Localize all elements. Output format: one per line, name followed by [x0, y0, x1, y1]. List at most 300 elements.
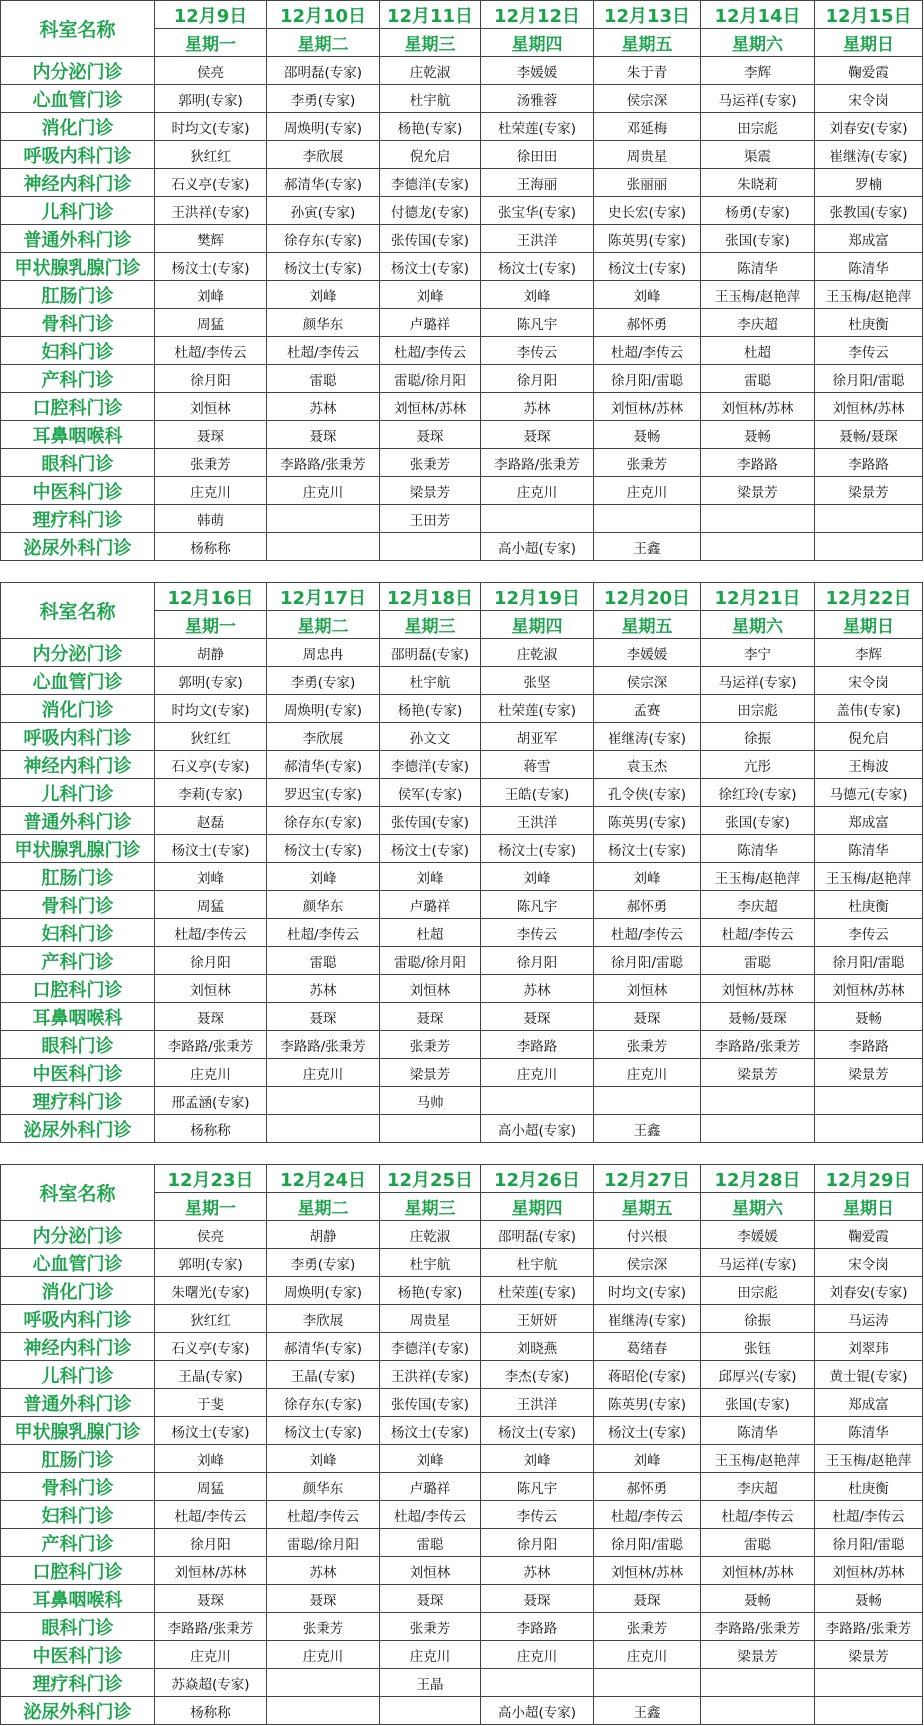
department-name: 泌尿外科门诊	[1, 1115, 155, 1143]
doctor-cell: 刘翠玮	[815, 1333, 923, 1361]
doctor-cell: 雷聪	[380, 1529, 481, 1557]
table-row	[1, 337, 923, 365]
doctor-cell: 刘恒林/苏林	[380, 393, 481, 421]
department-name: 耳鼻咽喉科	[1, 421, 155, 449]
doctor-cell	[481, 1669, 594, 1697]
doctor-cell: 李路路/张秉芳	[701, 1031, 815, 1059]
doctor-cell: 雷聪/徐月阳	[380, 365, 481, 393]
table-row	[1, 57, 923, 85]
doctor-cell	[594, 505, 701, 533]
weekday-header: 星期二	[267, 1193, 380, 1221]
doctor-cell: 徐月阳/雷聪	[815, 365, 923, 393]
doctor-cell: 杜荣莲(专家)	[481, 1277, 594, 1305]
doctor-cell: 杜超/李传云	[701, 919, 815, 947]
weekday-header: 星期六	[701, 1193, 815, 1221]
doctor-cell: 杜庚衡	[815, 891, 923, 919]
table-row	[1, 1669, 923, 1697]
table-row	[1, 421, 923, 449]
department-name: 甲状腺乳腺门诊	[1, 835, 155, 863]
doctor-cell: 邱厚兴(专家)	[701, 1361, 815, 1389]
doctor-cell	[701, 505, 815, 533]
weekday-header: 星期一	[155, 1193, 267, 1221]
doctor-cell: 付兴根	[594, 1221, 701, 1249]
doctor-cell: 梁景芳	[815, 1641, 923, 1669]
doctor-cell: 庄乾淑	[380, 1221, 481, 1249]
doctor-cell: 张国(专家)	[701, 225, 815, 253]
doctor-cell: 周猛	[155, 891, 267, 919]
doctor-cell: 徐振	[701, 723, 815, 751]
weekday-header: 星期二	[267, 611, 380, 639]
doctor-cell: 李媛媛	[594, 639, 701, 667]
doctor-cell: 崔继涛(专家)	[594, 1305, 701, 1333]
doctor-cell: 周忠冉	[267, 639, 380, 667]
doctor-cell: 陈英男(专家)	[594, 807, 701, 835]
doctor-cell: 梁景芳	[380, 477, 481, 505]
table-row	[1, 85, 923, 113]
date-header: 12月26日	[481, 1165, 594, 1193]
doctor-cell: 李路路	[815, 1031, 923, 1059]
doctor-cell: 刘恒林	[594, 975, 701, 1003]
doctor-cell: 杜超/李传云	[594, 1501, 701, 1529]
weekday-header: 星期四	[481, 1193, 594, 1221]
doctor-cell: 刘峰	[481, 281, 594, 309]
doctor-cell: 葛绪春	[594, 1333, 701, 1361]
doctor-cell: 田宗彪	[701, 1277, 815, 1305]
doctor-cell: 刘峰	[267, 281, 380, 309]
doctor-cell: 王洪洋	[481, 225, 594, 253]
department-name: 呼吸内科门诊	[1, 723, 155, 751]
doctor-cell: 孔令侠(专家)	[594, 779, 701, 807]
doctor-cell: 李勇(专家)	[267, 85, 380, 113]
date-header: 12月13日	[594, 1, 701, 29]
doctor-cell	[815, 533, 923, 561]
doctor-cell: 徐月阳/雷聪	[594, 1529, 701, 1557]
weekday-header: 星期六	[701, 611, 815, 639]
doctor-cell	[815, 1115, 923, 1143]
doctor-cell: 聂畅	[701, 1585, 815, 1613]
date-header: 12月18日	[380, 583, 481, 611]
doctor-cell: 郑成富	[815, 807, 923, 835]
doctor-cell: 刘恒林/苏林	[701, 975, 815, 1003]
doctor-cell: 张秉芳	[380, 1613, 481, 1641]
doctor-cell: 李路路/张秉芳	[267, 449, 380, 477]
doctor-cell: 聂畅	[815, 1003, 923, 1031]
doctor-cell: 庄克川	[267, 1059, 380, 1087]
department-column-header: 科室名称	[1, 583, 155, 639]
doctor-cell: 聂畅/聂琛	[815, 421, 923, 449]
doctor-cell: 王海丽	[481, 169, 594, 197]
doctor-cell: 聂琛	[380, 1003, 481, 1031]
table-row	[1, 1333, 923, 1361]
doctor-cell: 李庆超	[701, 1473, 815, 1501]
doctor-cell: 李欣展	[267, 723, 380, 751]
doctor-cell: 于斐	[155, 1389, 267, 1417]
doctor-cell: 石义亭(专家)	[155, 169, 267, 197]
doctor-cell: 石义亭(专家)	[155, 751, 267, 779]
doctor-cell: 侯军(专家)	[380, 779, 481, 807]
doctor-cell: 郝怀勇	[594, 891, 701, 919]
doctor-cell: 郑成富	[815, 225, 923, 253]
doctor-cell: 孟赛	[594, 695, 701, 723]
doctor-cell: 郑成富	[815, 1389, 923, 1417]
doctor-cell: 李宁	[701, 639, 815, 667]
doctor-cell: 李路路/张秉芳	[155, 1031, 267, 1059]
doctor-cell: 胡静	[267, 1221, 380, 1249]
doctor-cell: 王晶(专家)	[155, 1361, 267, 1389]
table-row	[1, 533, 923, 561]
department-name: 骨科门诊	[1, 891, 155, 919]
doctor-cell: 杜庚衡	[815, 309, 923, 337]
doctor-cell: 马德元(专家)	[815, 779, 923, 807]
schedule-table-week-3	[0, 1164, 923, 1725]
doctor-cell: 黄士锟(专家)	[815, 1361, 923, 1389]
doctor-cell	[481, 1087, 594, 1115]
doctor-cell: 徐月阳/雷聪	[815, 1529, 923, 1557]
table-row	[1, 281, 923, 309]
doctor-cell: 陈英男(专家)	[594, 225, 701, 253]
doctor-cell: 高小超(专家)	[481, 1697, 594, 1725]
doctor-cell: 杨汶士(专家)	[481, 253, 594, 281]
doctor-cell: 刘恒林	[380, 975, 481, 1003]
doctor-cell: 张秉芳	[380, 1031, 481, 1059]
doctor-cell: 亢彤	[701, 751, 815, 779]
doctor-cell: 杨汶士(专家)	[155, 253, 267, 281]
doctor-cell: 李传云	[481, 919, 594, 947]
department-name: 眼科门诊	[1, 1031, 155, 1059]
department-name: 肛肠门诊	[1, 281, 155, 309]
doctor-cell: 邢孟涵(专家)	[155, 1087, 267, 1115]
department-name: 口腔科门诊	[1, 393, 155, 421]
date-header: 12月24日	[267, 1165, 380, 1193]
doctor-cell: 徐月阳	[155, 365, 267, 393]
doctor-cell: 庄克川	[380, 1641, 481, 1669]
doctor-cell: 张秉芳	[594, 1613, 701, 1641]
doctor-cell: 梁景芳	[701, 1059, 815, 1087]
doctor-cell: 李欣展	[267, 1305, 380, 1333]
doctor-cell: 王鑫	[594, 1697, 701, 1725]
table-row	[1, 1473, 923, 1501]
doctor-cell: 王玉梅/赵艳萍	[815, 863, 923, 891]
doctor-cell: 李传云	[815, 919, 923, 947]
doctor-cell: 庄克川	[594, 1059, 701, 1087]
doctor-cell: 马帅	[380, 1087, 481, 1115]
doctor-cell	[267, 1115, 380, 1143]
table-row	[1, 835, 923, 863]
department-name: 眼科门诊	[1, 449, 155, 477]
doctor-cell: 鞠爱霞	[815, 57, 923, 85]
table-row	[1, 1087, 923, 1115]
doctor-cell: 杨汶士(专家)	[380, 835, 481, 863]
doctor-cell	[701, 1697, 815, 1725]
doctor-cell: 李德洋(专家)	[380, 751, 481, 779]
department-name: 神经内科门诊	[1, 751, 155, 779]
table-row	[1, 695, 923, 723]
department-name: 儿科门诊	[1, 197, 155, 225]
doctor-cell: 杜超/李传云	[594, 337, 701, 365]
doctor-cell: 邵明磊(专家)	[267, 57, 380, 85]
doctor-cell: 聂畅	[594, 421, 701, 449]
doctor-cell	[267, 533, 380, 561]
doctor-cell: 王玉梅/赵艳萍	[815, 281, 923, 309]
doctor-cell: 杜超/李传云	[594, 919, 701, 947]
doctor-cell: 李辉	[815, 639, 923, 667]
doctor-cell: 聂琛	[155, 421, 267, 449]
doctor-cell: 雷聪	[701, 947, 815, 975]
doctor-cell: 杨汶士(专家)	[380, 1417, 481, 1445]
doctor-cell: 刘峰	[380, 1445, 481, 1473]
department-name: 心血管门诊	[1, 85, 155, 113]
doctor-cell: 倪允启	[815, 723, 923, 751]
doctor-cell: 杜超/李传云	[380, 1501, 481, 1529]
doctor-cell: 李莉(专家)	[155, 779, 267, 807]
department-name: 理疗科门诊	[1, 1669, 155, 1697]
doctor-cell: 张传国(专家)	[380, 807, 481, 835]
doctor-cell: 韩萌	[155, 505, 267, 533]
table-row	[1, 225, 923, 253]
doctor-cell: 刘峰	[380, 863, 481, 891]
doctor-cell: 陈清华	[701, 835, 815, 863]
date-header-row	[1, 1165, 923, 1193]
doctor-cell	[267, 505, 380, 533]
doctor-cell: 刘春安(专家)	[815, 113, 923, 141]
doctor-cell: 樊辉	[155, 225, 267, 253]
table-row	[1, 947, 923, 975]
doctor-cell: 高小超(专家)	[481, 533, 594, 561]
department-name: 神经内科门诊	[1, 1333, 155, 1361]
doctor-cell: 李路路	[815, 449, 923, 477]
doctor-cell: 刘峰	[594, 1445, 701, 1473]
doctor-cell: 张秉芳	[594, 449, 701, 477]
weekday-header: 星期五	[594, 1193, 701, 1221]
doctor-cell: 张国(专家)	[701, 807, 815, 835]
doctor-cell: 聂琛	[267, 1003, 380, 1031]
doctor-cell: 刘恒林/苏林	[701, 393, 815, 421]
doctor-cell: 王晶	[380, 1669, 481, 1697]
doctor-cell: 聂琛	[155, 1003, 267, 1031]
doctor-cell: 杨艳(专家)	[380, 113, 481, 141]
doctor-cell: 郭明(专家)	[155, 667, 267, 695]
doctor-cell: 杨艳(专家)	[380, 1277, 481, 1305]
weekday-header: 星期三	[380, 611, 481, 639]
doctor-cell: 张秉芳	[380, 449, 481, 477]
department-name: 呼吸内科门诊	[1, 1305, 155, 1333]
department-name: 中医科门诊	[1, 1059, 155, 1087]
doctor-cell: 徐存东(专家)	[267, 807, 380, 835]
doctor-cell	[267, 1669, 380, 1697]
doctor-cell	[481, 505, 594, 533]
doctor-cell: 杜宇航	[481, 1249, 594, 1277]
doctor-cell: 聂琛	[380, 1585, 481, 1613]
doctor-cell: 李庆超	[701, 309, 815, 337]
doctor-cell: 李路路	[481, 1031, 594, 1059]
table-row	[1, 1501, 923, 1529]
doctor-cell: 徐月阳/雷聪	[594, 947, 701, 975]
department-name: 心血管门诊	[1, 1249, 155, 1277]
doctor-cell: 赵磊	[155, 807, 267, 835]
weekday-header: 星期一	[155, 29, 267, 57]
doctor-cell: 马运祥(专家)	[701, 1249, 815, 1277]
date-header: 12月25日	[380, 1165, 481, 1193]
doctor-cell: 徐月阳	[481, 947, 594, 975]
department-name: 消化门诊	[1, 1277, 155, 1305]
doctor-cell: 张坚	[481, 667, 594, 695]
table-row	[1, 1003, 923, 1031]
doctor-cell: 张国(专家)	[701, 1389, 815, 1417]
doctor-cell: 刘恒林/苏林	[701, 1557, 815, 1585]
doctor-cell: 郭明(专家)	[155, 85, 267, 113]
doctor-cell: 李德洋(专家)	[380, 169, 481, 197]
doctor-cell: 侯宗深	[594, 85, 701, 113]
table-row	[1, 1305, 923, 1333]
doctor-cell: 李庆超	[701, 891, 815, 919]
doctor-cell: 刘峰	[155, 281, 267, 309]
table-row	[1, 1641, 923, 1669]
date-header: 12月27日	[594, 1165, 701, 1193]
doctor-cell: 杜超/李传云	[815, 1501, 923, 1529]
date-header: 12月10日	[267, 1, 380, 29]
department-name: 眼科门诊	[1, 1613, 155, 1641]
doctor-cell: 李传云	[815, 337, 923, 365]
doctor-cell: 郝怀勇	[594, 1473, 701, 1501]
table-row	[1, 1585, 923, 1613]
date-header: 12月14日	[701, 1, 815, 29]
doctor-cell: 张传国(专家)	[380, 1389, 481, 1417]
doctor-cell: 陈凡宇	[481, 1473, 594, 1501]
doctor-cell: 颜华东	[267, 309, 380, 337]
department-name: 消化门诊	[1, 113, 155, 141]
table-row	[1, 1557, 923, 1585]
doctor-cell: 梁景芳	[815, 477, 923, 505]
doctor-cell: 杨汶士(专家)	[155, 835, 267, 863]
department-name: 耳鼻咽喉科	[1, 1003, 155, 1031]
doctor-cell: 郝清华(专家)	[267, 1333, 380, 1361]
department-name: 消化门诊	[1, 695, 155, 723]
department-name: 产科门诊	[1, 947, 155, 975]
doctor-cell: 杨汶士(专家)	[594, 253, 701, 281]
department-name: 儿科门诊	[1, 1361, 155, 1389]
doctor-cell: 时均文(专家)	[155, 695, 267, 723]
table-row	[1, 1697, 923, 1725]
doctor-cell: 杨汶士(专家)	[267, 253, 380, 281]
doctor-cell: 聂琛	[155, 1585, 267, 1613]
doctor-cell: 杜庚衡	[815, 1473, 923, 1501]
doctor-cell: 周猛	[155, 309, 267, 337]
table-row	[1, 253, 923, 281]
doctor-cell: 杜超	[701, 337, 815, 365]
department-name: 妇科门诊	[1, 919, 155, 947]
table-row	[1, 197, 923, 225]
doctor-cell: 杜超/李传云	[155, 1501, 267, 1529]
date-header: 12月19日	[481, 583, 594, 611]
doctor-cell: 王洪洋	[481, 1389, 594, 1417]
doctor-cell: 田宗彪	[701, 113, 815, 141]
doctor-cell: 杨汶士(专家)	[155, 1417, 267, 1445]
date-header: 12月12日	[481, 1, 594, 29]
doctor-cell	[267, 1087, 380, 1115]
doctor-cell: 周贵星	[380, 1305, 481, 1333]
department-name: 儿科门诊	[1, 779, 155, 807]
doctor-cell: 崔继涛(专家)	[815, 141, 923, 169]
doctor-cell: 刘恒林/苏林	[594, 393, 701, 421]
doctor-cell: 杜荣莲(专家)	[481, 113, 594, 141]
doctor-cell: 杜宇航	[380, 667, 481, 695]
doctor-cell: 郭明(专家)	[155, 1249, 267, 1277]
doctor-cell: 杨汶士(专家)	[481, 835, 594, 863]
doctor-cell: 田宗彪	[701, 695, 815, 723]
doctor-cell: 刘峰	[155, 1445, 267, 1473]
doctor-cell: 时均文(专家)	[594, 1277, 701, 1305]
doctor-cell: 聂琛	[267, 421, 380, 449]
doctor-cell: 刘峰	[481, 863, 594, 891]
doctor-cell: 杨称称	[155, 1115, 267, 1143]
doctor-cell: 刘峰	[594, 863, 701, 891]
doctor-cell: 马运涛	[815, 1305, 923, 1333]
date-header: 12月9日	[155, 1, 267, 29]
table-row	[1, 1059, 923, 1087]
doctor-cell: 苏林	[267, 393, 380, 421]
weekday-header: 星期三	[380, 1193, 481, 1221]
doctor-cell: 李路路/张秉芳	[267, 1031, 380, 1059]
doctor-cell: 杨汶士(专家)	[481, 1417, 594, 1445]
doctor-cell: 高小超(专家)	[481, 1115, 594, 1143]
table-row	[1, 1277, 923, 1305]
department-name: 口腔科门诊	[1, 1557, 155, 1585]
doctor-cell: 王玉梅/赵艳萍	[701, 863, 815, 891]
doctor-cell: 雷聪	[267, 947, 380, 975]
doctor-cell: 王鑫	[594, 533, 701, 561]
doctor-cell: 张传国(专家)	[380, 225, 481, 253]
doctor-cell: 狄红红	[155, 723, 267, 751]
doctor-cell: 王玉梅/赵艳萍	[815, 1445, 923, 1473]
doctor-cell: 颜华东	[267, 891, 380, 919]
doctor-cell: 杨称称	[155, 1697, 267, 1725]
doctor-cell: 庄克川	[481, 477, 594, 505]
department-name: 理疗科门诊	[1, 1087, 155, 1115]
doctor-cell	[701, 1087, 815, 1115]
doctor-cell: 郝清华(专家)	[267, 169, 380, 197]
doctor-cell: 李路路/张秉芳	[155, 1613, 267, 1641]
doctor-cell: 雷聪/徐月阳	[267, 1529, 380, 1557]
doctor-cell: 雷聪	[701, 365, 815, 393]
doctor-cell: 卢璐祥	[380, 309, 481, 337]
doctor-cell: 庄乾淑	[481, 639, 594, 667]
doctor-cell: 庄克川	[594, 477, 701, 505]
doctor-cell: 杨汶士(专家)	[267, 835, 380, 863]
doctor-cell: 朱晓莉	[701, 169, 815, 197]
doctor-cell: 杨汶士(专家)	[594, 835, 701, 863]
doctor-cell: 刘恒林/苏林	[594, 1557, 701, 1585]
doctor-cell: 徐月阳	[481, 1529, 594, 1557]
doctor-cell: 张宝华(专家)	[481, 197, 594, 225]
doctor-cell: 苏林	[481, 975, 594, 1003]
doctor-cell: 徐存东(专家)	[267, 225, 380, 253]
doctor-cell: 李路路/张秉芳	[815, 1613, 923, 1641]
doctor-cell: 狄红红	[155, 141, 267, 169]
doctor-cell: 罗迟宝(专家)	[267, 779, 380, 807]
doctor-cell: 苏林	[481, 393, 594, 421]
doctor-cell: 李传云	[481, 1501, 594, 1529]
doctor-cell: 徐月阳	[481, 365, 594, 393]
doctor-cell: 刘峰	[267, 863, 380, 891]
date-header: 12月22日	[815, 583, 923, 611]
doctor-cell: 雷聪/徐月阳	[380, 947, 481, 975]
doctor-cell: 杜超/李传云	[267, 1501, 380, 1529]
doctor-cell: 张秉芳	[155, 449, 267, 477]
doctor-cell: 周焕明(专家)	[267, 1277, 380, 1305]
doctor-cell: 张秉芳	[267, 1613, 380, 1641]
doctor-cell: 李辉	[701, 57, 815, 85]
doctor-cell	[815, 1669, 923, 1697]
